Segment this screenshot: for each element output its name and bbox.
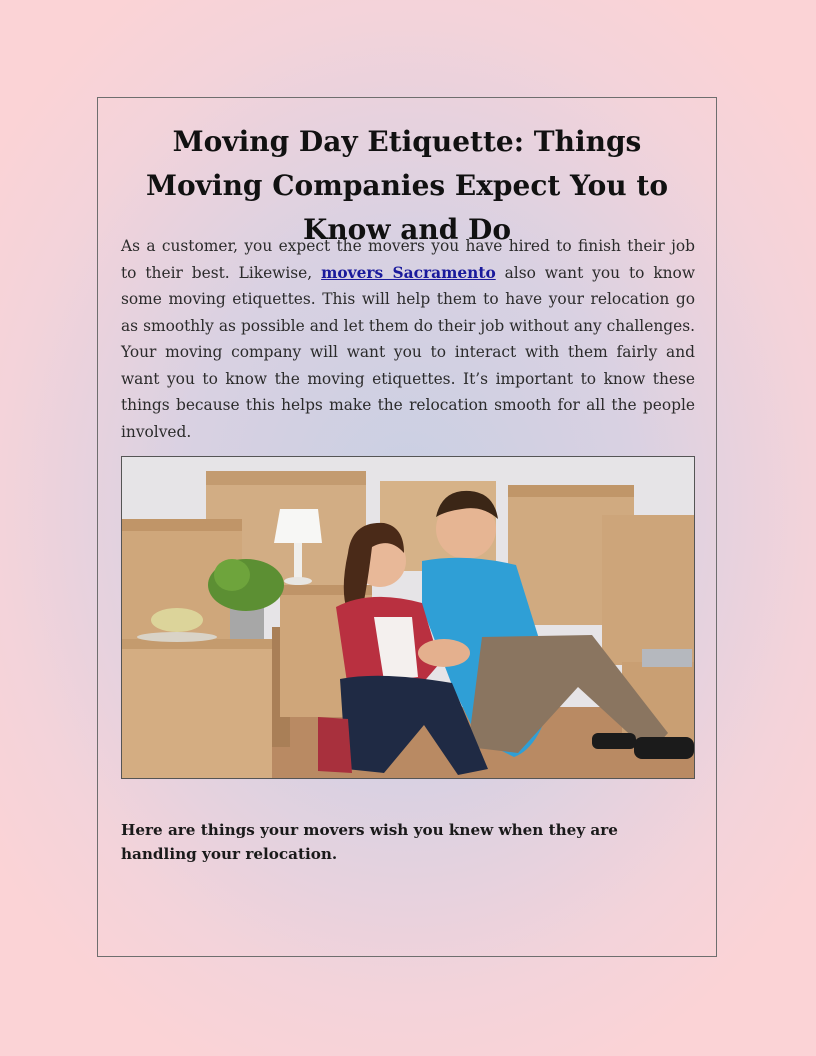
couple-with-moving-boxes-photo <box>121 456 695 779</box>
outro-paragraph: Here are things your movers wish you knew when they are handling your relocation. <box>121 821 618 863</box>
intro-paragraph <box>121 233 695 445</box>
page-title: Moving Day Etiquette: Things Moving Companies Expect You to Know and Do <box>146 125 668 246</box>
intro-text-end: also want you to know some moving etiquettes. This will help them to have your relocation go as smoothly as possible and let them do their job without any challenges. Your moving company will want you to interact with them fairly and want you to know the moving etiquettes. It’s important to know these things because this helps make the relocation smooth for all the people involved. <box>121 263 695 441</box>
movers-sacramento-link[interactable]: movers Sacramento <box>321 263 496 282</box>
intro-text-start: As a customer, you expect the movers you have hired to finish their job to their best. Likewise, <box>121 237 695 282</box>
page-frame <box>97 97 717 957</box>
